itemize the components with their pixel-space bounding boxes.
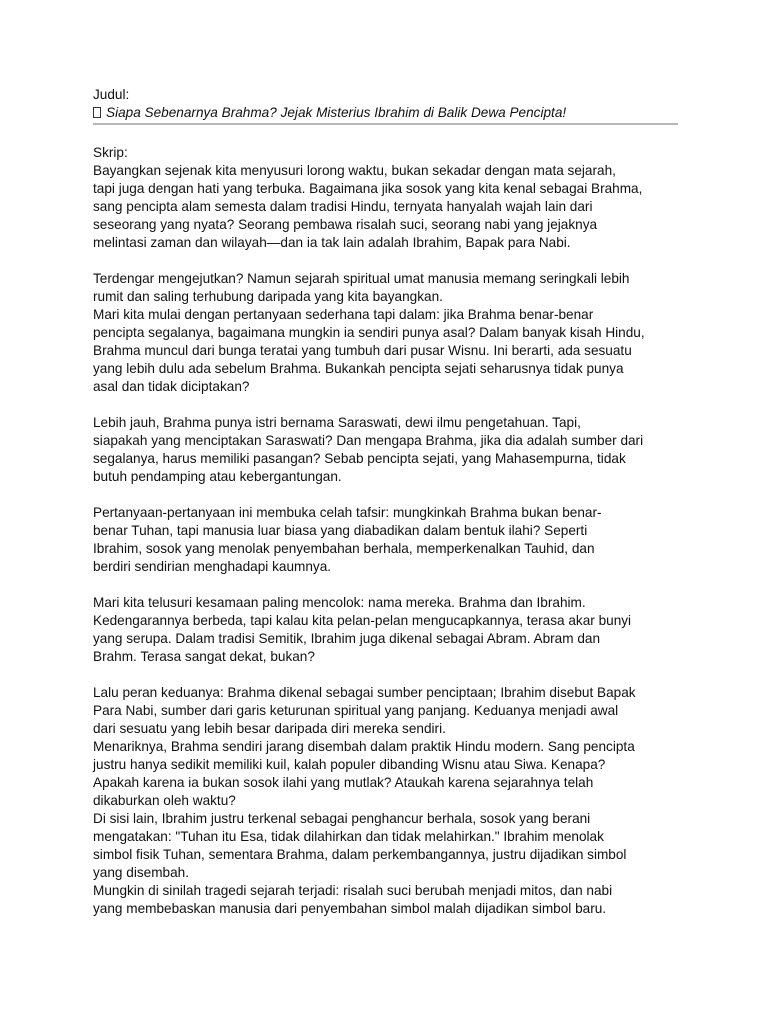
spacer — [93, 126, 678, 144]
paragraph-line: Bayangkan sejenak kita menyusuri lorong waktu, bukan sekadar dengan mata sejarah, — [93, 163, 616, 178]
document-title: Siapa Sebenarnya Brahma? Jejak Misterius Ibrahim di Balik Dewa Pencipta! — [106, 105, 567, 120]
paragraph-line: Mari kita mulai dengan pertanyaan sederhana tapi dalam: jika Brahma benar-benar — [93, 307, 594, 322]
paragraph-5 — [93, 594, 678, 666]
paragraph-line: Menariknya, Brahma sendiri jarang disembah dalam praktik Hindu modern. Sang pencipta — [93, 739, 635, 754]
paragraph-line: segalanya, harus memiliki pasangan? Sebab pencipta sejati, yang Mahasempurna, tidak — [93, 451, 626, 466]
paragraph-line: Kedengarannya berbeda, tapi kalau kita pelan-pelan mengucapkannya, terasa akar bunyi — [93, 613, 632, 628]
skrip-label: Skrip: — [93, 145, 128, 160]
paragraph-line: Mari kita telusuri kesamaan paling mencolok: nama mereka. Brahma dan Ibrahim. — [93, 595, 586, 610]
paragraph-1 — [93, 162, 678, 252]
spacer — [93, 576, 678, 594]
paragraph-line: Brahma muncul dari bunga teratai yang tumbuh dari pusar Wisnu. Ini berarti, ada sesuatu — [93, 343, 632, 358]
paragraph-line: dari sesuatu yang lebih besar daripada diri mereka sendiri. — [93, 721, 446, 736]
title-row — [93, 104, 678, 125]
paragraph-3 — [93, 414, 678, 486]
paragraph-line: simbol fisik Tuhan, sementara Brahma, dalam perkembangannya, justru dijadikan simbol — [93, 847, 627, 862]
paragraph-line: Pertanyaan-pertanyaan ini membuka celah tafsir: mungkinkah Brahma bukan benar- — [93, 505, 602, 520]
paragraph-line: justru hanya sedikit memiliki kuil, kalah populer dibanding Wisnu atau Siwa. Kenapa? — [93, 757, 606, 772]
paragraph-line: melintasi zaman dan wilayah—dan ia tak lain adalah Ibrahim, Bapak para Nabi. — [93, 235, 571, 250]
paragraph-line: butuh pendamping atau kebergantungan. — [93, 469, 342, 484]
paragraph-line: Mungkin di sinilah tragedi sejarah terjadi: risalah suci berubah menjadi mitos, dan nabi — [93, 883, 613, 898]
document-title-line — [93, 104, 678, 122]
paragraph-line: asal dan tidak diciptakan? — [93, 379, 250, 394]
paragraph-line: rumit dan saling terhubung daripada yang kita bayangkan. — [93, 289, 443, 304]
paragraph-line: Ibrahim, sosok yang menolak penyembahan berhala, memperkenalkan Tauhid, dan — [93, 541, 595, 556]
spacer — [93, 252, 678, 270]
paragraph-line: Lebih jauh, Brahma punya istri bernama Saraswati, dewi ilmu pengetahuan. Tapi, — [93, 415, 581, 430]
paragraph-line: yang serupa. Dalam tradisi Semitik, Ibrahim juga dikenal sebagai Abram. Abram dan — [93, 631, 601, 646]
document-page — [93, 86, 678, 918]
paragraph-line: Di sisi lain, Ibrahim justru terkenal sebagai penghancur berhala, sosok yang berani — [93, 811, 591, 826]
paragraph-line: sang pencipta alam semesta dalam tradisi Hindu, ternyata hanyalah wajah lain dari — [93, 199, 593, 214]
paragraph-4 — [93, 504, 678, 576]
paragraph-line: mengatakan: "Tuhan itu Esa, tidak dilahirkan dan tidak melahirkan." Ibrahim menolak — [93, 829, 604, 844]
paragraph-line: yang membebaskan manusia dari penyembahan simbol malah dijadikan simbol baru. — [93, 901, 607, 916]
paragraph-line: Apakah karena ia bukan sosok ilahi yang mutlak? Ataukah karena sejarahnya telah — [93, 775, 594, 790]
paragraph-line: Brahm. Terasa sangat dekat, bukan? — [93, 649, 315, 664]
paragraph-line: berdiri sendirian menghadapi kaumnya. — [93, 559, 332, 574]
spacer — [93, 666, 678, 684]
paragraph-line: Para Nabi, sumber dari garis keturunan spiritual yang panjang. Keduanya menjadi awal — [93, 703, 619, 718]
paragraph-line: Terdengar mengejutkan? Namun sejarah spiritual umat manusia memang seringkali lebih — [93, 271, 630, 286]
paragraph-line: seseorang yang nyata? Seorang pembawa risalah suci, seorang nabi yang jejaknya — [93, 217, 598, 232]
paragraph-line: dikaburkan oleh waktu? — [93, 793, 236, 808]
paragraph-line: Lalu peran keduanya: Brahma dikenal sebagai sumber penciptaan; Ibrahim disebut Bapak — [93, 685, 636, 700]
judul-label: Judul: — [93, 87, 130, 102]
paragraph-line: siapakah yang menciptakan Saraswati? Dan mengapa Brahma, jika dia adalah sumber dari — [93, 433, 644, 448]
paragraph-6 — [93, 684, 678, 918]
paragraph-line: yang lebih dulu ada sebelum Brahma. Bukankah pencipta sejati seharusnya tidak punya — [93, 361, 624, 376]
spacer — [93, 486, 678, 504]
paragraph-2 — [93, 270, 678, 396]
paragraph-line: benar Tuhan, tapi manusia luar biasa yang diabadikan dalam bentuk ilahi? Seperti — [93, 523, 588, 538]
missing-glyph-icon — [93, 107, 101, 118]
paragraph-line: pencipta segalanya, bagaimana mungkin ia sendiri punya asal? Dalam banyak kisah Hindu, — [93, 325, 645, 340]
paragraph-line: yang disembah. — [93, 865, 189, 880]
spacer — [93, 396, 678, 414]
paragraph-line: tapi juga dengan hati yang terbuka. Bagaimana jika sosok yang kita kenal sebagai Brahma, — [93, 181, 643, 196]
